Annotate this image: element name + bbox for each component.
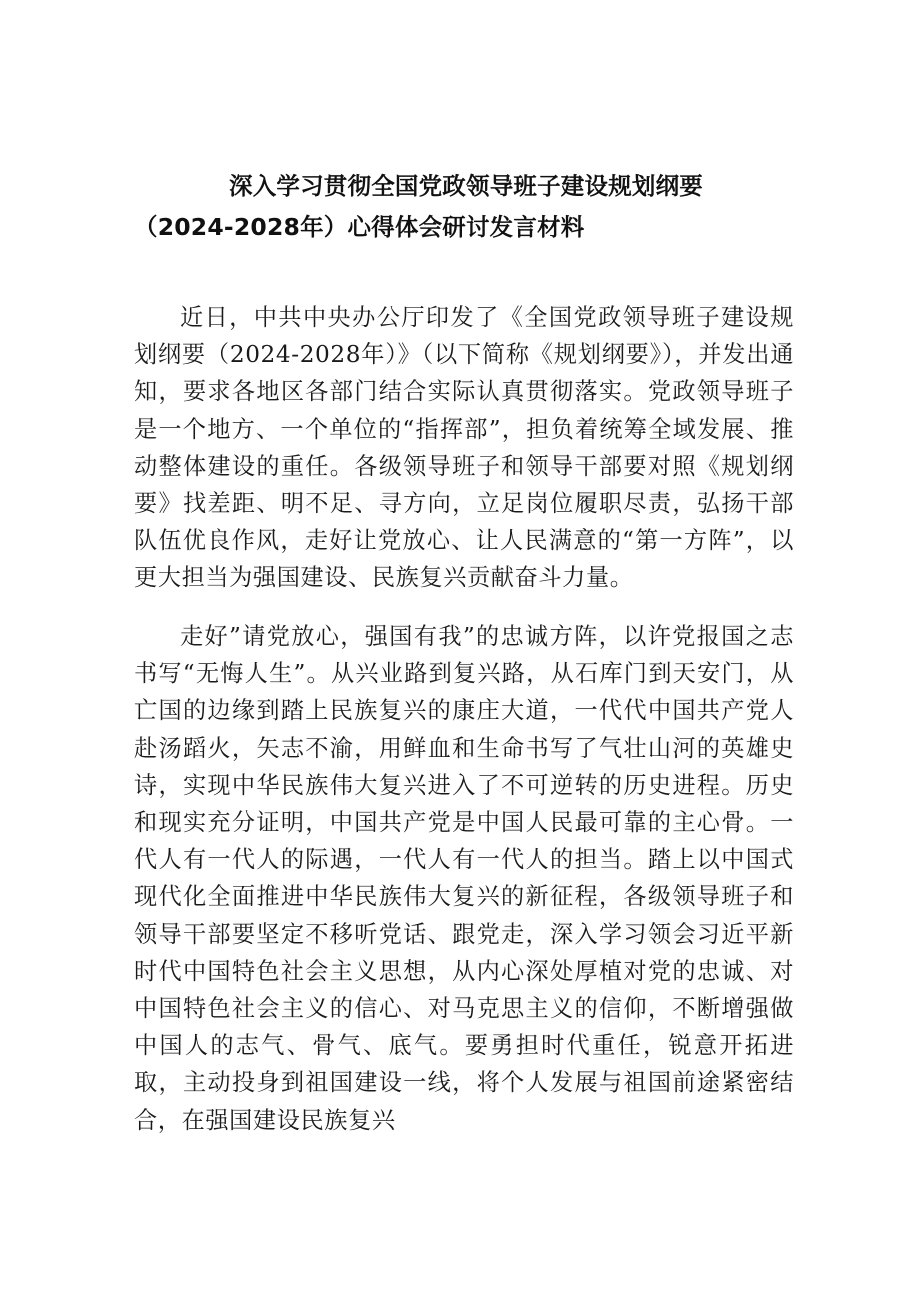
- body-paragraph-1: 近日，中共中央办公厅印发了《全国党政领导班子建设规划纲要（2024-2028年）》（以下简称《规划纲要》），并发出通知，要求各地区各部门结合实际认真贯彻落实。党政领导班子是一个地方、一个单位的“指挥部”，担负着统筹全域发展、推动整体建设的重任。各级领导班子和领导干部要对照《规划纲要》找差距、明不足、寻方向，立足岗位履职尽责，弘扬干部队伍优良作风，走好让党放心、让人民满意的“第一方阵”，以更大担当为强国建设、民族复兴贡献奋斗力量。: [134, 304, 794, 592]
- document-title: 深入学习贯彻全国党政领导班子建设规划纲要（2024-2028年）心得体会研讨发言材料: [134, 172, 703, 241]
- body-paragraph-2: 走好”请党放心，强国有我”的忠诚方阵，以许党报国之志书写“无悔人生”。从兴业路到复兴路，从石库门到天安门，从亡国的边缘到踏上民族复兴的康庄大道，一代代中国共产党人赴汤蹈火，矢志不渝，用鲜血和生命书写了气壮山河的英雄史诗，实现中华民族伟大复兴进入了不可逆转的历史进程。历史和现实充分证明，中国共产党是中国人民最可靠的主心骨。一代人有一代人的际遇，一代人有一代人的担当。踏上以中国式现代化全面推进中华民族伟大复兴的新征程，各级领导班子和领导干部要坚定不移听党话、跟党走，深入学习领会习近平新时代中国特色社会主义思想，从内心深处厚植对党的忠诚、对中国特色社会主义的信心、对马克思主义的信仰，不断增强做中国人的志气、骨气、底气。要勇担时代重任，锐意开拓进取，主动投身到祖国建设一线，将个人发展与祖国前途紧密结合，在强国建设民族复兴: [134, 623, 794, 1134]
